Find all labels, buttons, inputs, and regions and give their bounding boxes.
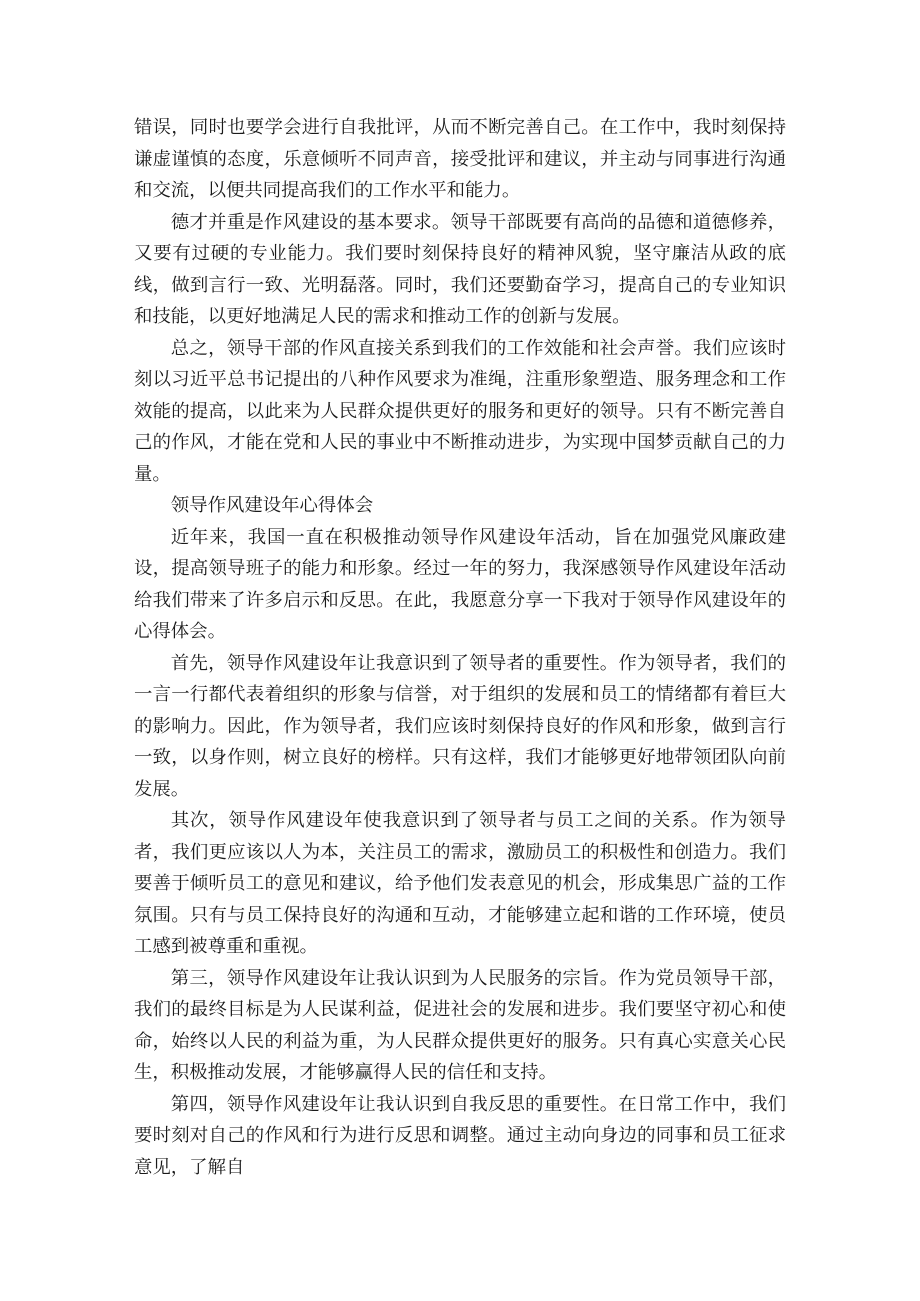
paragraph-conclusion: 总之，领导干部的作风直接关系到我们的工作效能和社会声誉。我们应该时刻以习近平总书记提出的八种作风要求为准绳，注重形象塑造、服务理念和工作效能的提高，以此来为人民群众提供更好的服务和更好的领导。只有不断完善自己的作风，才能在党和人民的事业中不断推动进步，为实现中国梦贡献自己的力量。	[134, 337, 786, 485]
section-title: 领导作风建设年心得体会	[170, 495, 374, 516]
document-body	[134, 112, 786, 1183]
paragraph-fourth: 第四，领导作风建设年让我认识到自我反思的重要性。在日常工作中，我们要时刻对自己的作风和行为进行反思和调整。通过主动向身边的同事和员工征求意见，了解自	[134, 1093, 786, 1178]
paragraph-third: 第三，领导作风建设年让我认识到为人民服务的宗旨。作为党员领导干部，我们的最终目标是为人民谋利益，促进社会的发展和进步。我们要坚守初心和使命，始终以人民的利益为重，为人民群众提供更好的服务。只有真心实意关心民生，积极推动发展，才能够赢得人民的信任和支持。	[134, 967, 786, 1083]
paragraph-continuation: 错误，同时也要学会进行自我批评，从而不断完善自己。在工作中，我时刻保持谦虚谨慎的态度，乐意倾听不同声音，接受批评和建议，并主动与同事进行沟通和交流，以便共同提高我们的工作水平和能力。	[134, 117, 786, 201]
paragraph-virtue-and-talent: 德才并重是作风建设的基本要求。领导干部既要有高尚的品德和道德修养，又要有过硬的专业能力。我们要时刻保持良好的精神风貌，坚守廉洁从政的底线，做到言行一致、光明磊落。同时，我们还要勤奋学习，提高自己的专业知识和技能，以更好地满足人民的需求和推动工作的创新与发展。	[134, 211, 786, 327]
paragraph-intro: 近年来，我国一直在积极推动领导作风建设年活动，旨在加强党风廉政建设，提高领导班子的能力和形象。经过一年的努力，我深感领导作风建设年活动给我们带来了许多启示和反思。在此，我愿意分享一下我对于领导作风建设年的心得体会。	[134, 526, 786, 642]
paragraph-second: 其次，领导作风建设年使我意识到了领导者与员工之间的关系。作为领导者，我们更应该以人为本，关注员工的需求，激励员工的积极性和创造力。我们要善于倾听员工的意见和建议，给予他们发表意见的机会，形成集思广益的工作氛围。只有与员工保持良好的沟通和互动，才能够建立起和谐的工作环境，使员工感到被尊重和重视。	[134, 810, 786, 957]
paragraph-first: 首先，领导作风建设年让我意识到了领导者的重要性。作为领导者，我们的一言一行都代表着组织的形象与信誉，对于组织的发展和员工的情绪都有着巨大的影响力。因此，作为领导者，我们应该时刻保持良好的作风和形象，做到言行一致，以身作则，树立良好的榜样。只有这样，我们才能够更好地带领团队向前发展。	[134, 652, 786, 800]
